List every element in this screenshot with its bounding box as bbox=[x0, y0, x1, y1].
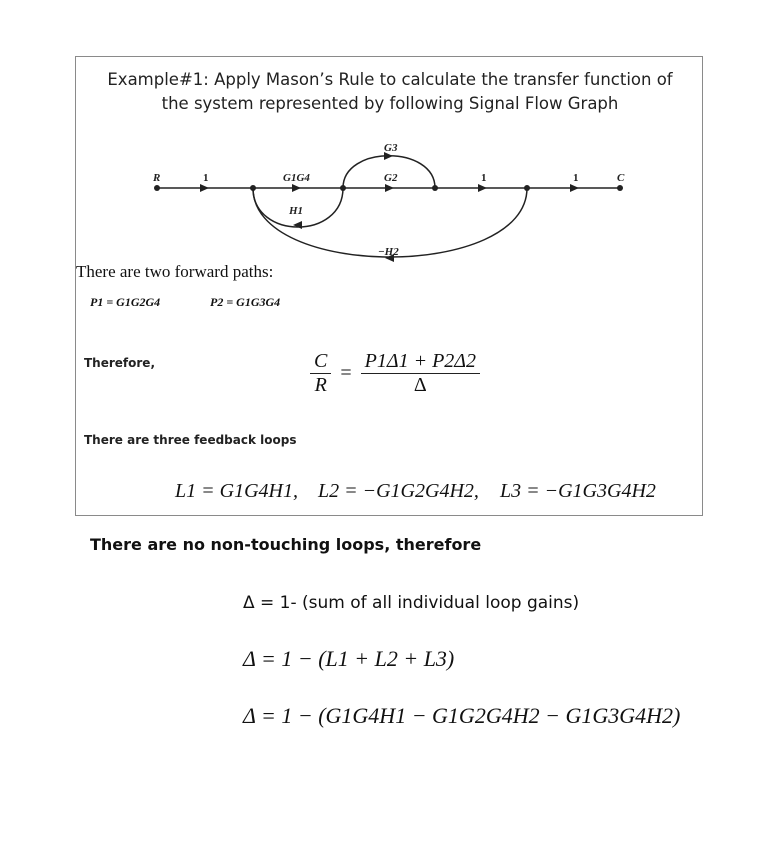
lhs-denominator: R bbox=[310, 373, 331, 397]
h1-arrow bbox=[293, 221, 302, 229]
arrow-g2 bbox=[385, 184, 394, 192]
label-1c: 1 bbox=[573, 172, 579, 184]
loops-heading: There are three feedback loops bbox=[84, 433, 297, 447]
title-line-2: the system represented by following Signal Flow Graph bbox=[161, 94, 619, 113]
forward-paths-heading: There are two forward paths: bbox=[76, 262, 274, 281]
loop-l3: L3 = −G1G3G4H2 bbox=[500, 480, 656, 502]
delta-equation-2: Δ = 1 − (G1G4H1 − G1G2G4H2 − G1G3G4H2) bbox=[243, 703, 681, 728]
label-1a: 1 bbox=[203, 172, 209, 184]
rhs-numerator: P1Δ1 + P2Δ2 bbox=[364, 350, 477, 372]
arrow-1a bbox=[200, 184, 209, 192]
rhs-fraction bbox=[361, 350, 480, 397]
title-line-1: Example#1: Apply Mason’s Rule to calculate the transfer function of bbox=[107, 70, 673, 89]
signal-flow-graph bbox=[0, 0, 777, 300]
label-c: C bbox=[617, 172, 625, 184]
delta-definition: Δ = 1- (sum of all individual loop gains) bbox=[243, 593, 580, 613]
loop-l1: L1 = G1G4H1, bbox=[175, 480, 298, 502]
equals-sign: = bbox=[340, 362, 352, 384]
label-g3: G3 bbox=[384, 142, 398, 154]
loop-l2: L2 = −G1G2G4H2, bbox=[318, 480, 479, 502]
delta-equation-1: Δ = 1 − (L1 + L2 + L3) bbox=[243, 646, 455, 671]
rhs-denominator: Δ bbox=[361, 373, 480, 397]
label-h1: H1 bbox=[289, 205, 304, 217]
label-g1g4: G1G4 bbox=[283, 172, 310, 184]
label-1b: 1 bbox=[481, 172, 487, 184]
therefore-label: Therefore, bbox=[84, 356, 156, 370]
lhs-fraction bbox=[310, 350, 331, 397]
arrow-1c bbox=[570, 184, 579, 192]
node-c bbox=[617, 185, 623, 191]
arrow-g1g4 bbox=[292, 184, 301, 192]
node-r bbox=[154, 185, 160, 191]
path-p1: P1 = G1G2G4 bbox=[90, 295, 161, 309]
no-touching-statement: There are no non-touching loops, therefore bbox=[90, 535, 482, 554]
lhs-numerator: C bbox=[314, 350, 328, 372]
transfer-function-equation bbox=[310, 350, 480, 397]
arrow-1b bbox=[478, 184, 487, 192]
path-p2: P2 = G1G3G4 bbox=[210, 295, 281, 309]
label-r: R bbox=[153, 172, 161, 184]
label-g2: G2 bbox=[384, 172, 398, 184]
label-minus-h2: −H2 bbox=[378, 246, 399, 258]
